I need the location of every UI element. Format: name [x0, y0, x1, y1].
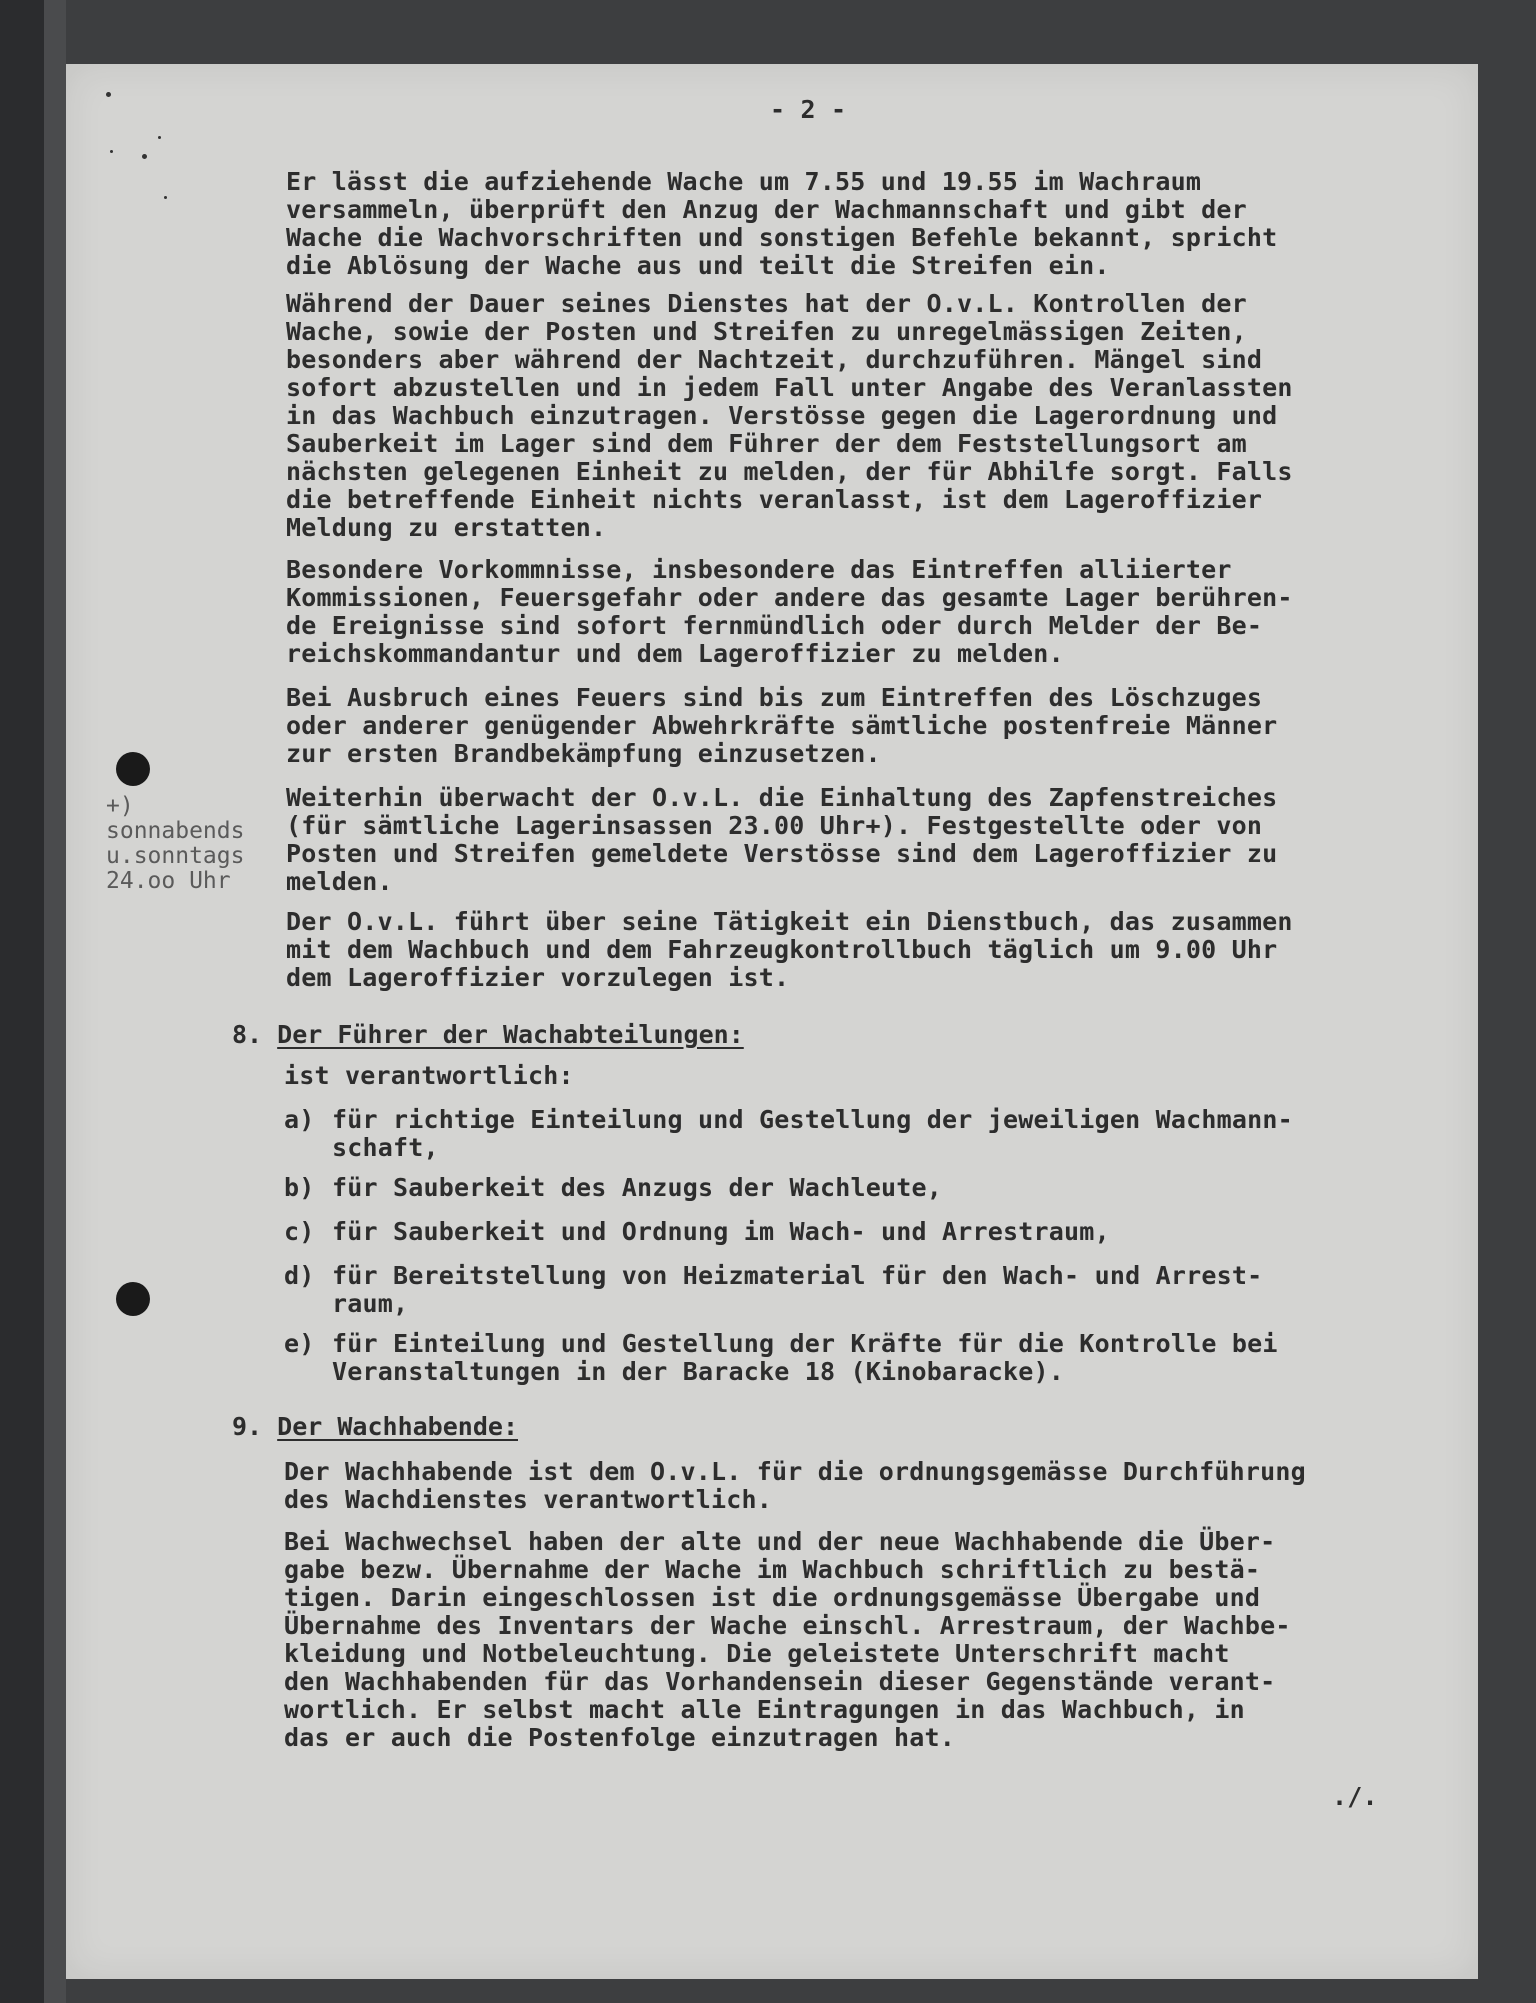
body-text-line: Kommissionen, Feuersgefahr oder andere das gesamte Lager berühren-	[286, 583, 1293, 612]
body-text-line: Während der Dauer seines Dienstes hat der O.v.L. Kontrollen der	[286, 289, 1247, 318]
list-item-text: für richtige Einteilung und Gestellung der jeweiligen Wachmann-	[332, 1105, 1293, 1134]
body-text-line: gabe bezw. Übernahme der Wache im Wachbuch schriftlich zu bestä-	[284, 1555, 1261, 1584]
margin-annotation	[106, 794, 244, 894]
body-text-line: Weiterhin überwacht der O.v.L. die Einhaltung des Zapfenstreiches	[286, 783, 1278, 812]
ink-speck	[164, 196, 167, 199]
body-text-line: tigen. Darin eingeschlossen ist die ordnungsgemässe Übergabe und	[284, 1583, 1261, 1612]
section-number: 8.	[232, 1020, 263, 1049]
ink-speck	[110, 150, 113, 153]
body-text-line: besonders aber während der Nachtzeit, durchzuführen. Mängel sind	[286, 345, 1263, 374]
list-item-text: für Bereitstellung von Heizmaterial für den Wach- und Arrest-	[332, 1261, 1263, 1290]
list-item-text: schaft,	[332, 1133, 439, 1162]
section-number: 9.	[232, 1412, 263, 1441]
list-item-label: c)	[284, 1217, 315, 1246]
body-text-line: Der Wachhabende ist dem O.v.L. für die ordnungsgemässe Durchführung	[284, 1457, 1306, 1486]
body-text-line: die Ablösung der Wache aus und teilt die Streifen ein.	[286, 251, 1110, 280]
punch-hole	[116, 1282, 150, 1316]
body-text-line: Wache, sowie der Posten und Streifen zu unregelmässigen Zeiten,	[286, 317, 1247, 346]
body-text-line: Bei Ausbruch eines Feuers sind bis zum Eintreffen des Löschzuges	[286, 683, 1263, 712]
body-text-line: zur ersten Brandbekämpfung einzusetzen.	[286, 739, 881, 768]
punch-hole	[116, 752, 150, 786]
section-8-heading	[232, 1021, 744, 1049]
body-text-line: Übernahme des Inventars der Wache einschl. Arrestraum, der Wachbe-	[284, 1611, 1291, 1640]
margin-note-line: 24.oo Uhr	[106, 868, 231, 894]
body-text-line: in das Wachbuch einzutragen. Verstösse gegen die Lagerordnung und	[286, 401, 1278, 430]
body-text-line: sofort abzustellen und in jedem Fall unter Angabe des Veranlassten	[286, 373, 1293, 402]
ink-speck	[158, 136, 161, 139]
body-text-line: Er lässt die aufziehende Wache um 7.55 und 19.55 im Wachraum	[286, 167, 1202, 196]
body-text-line: Posten und Streifen gemeldete Verstösse sind dem Lageroffizier zu	[286, 839, 1278, 868]
section-9-heading	[232, 1413, 518, 1441]
body-text-line: nächsten gelegenen Einheit zu melden, der für Abhilfe sorgt. Falls	[286, 457, 1293, 486]
list-item-text: für Sauberkeit und Ordnung im Wach- und Arrestraum,	[332, 1217, 1110, 1246]
margin-note-line: u.sonntags	[106, 843, 245, 869]
body-text-line: Besondere Vorkommnisse, insbesondere das Eintreffen alliierter	[286, 555, 1232, 584]
body-text-line: Wache die Wachvorschriften und sonstigen Befehle bekannt, spricht	[286, 223, 1278, 252]
body-text-line: Bei Wachwechsel haben der alte und der neue Wachhabende die Über-	[284, 1527, 1276, 1556]
body-text-line: (für sämtliche Lagerinsassen 23.00 Uhr+). Festgestellte oder von	[286, 811, 1263, 840]
body-text-line: den Wachhabenden für das Vorhandensein dieser Gegenstände verant-	[284, 1667, 1276, 1696]
list-item-text: für Sauberkeit des Anzugs der Wachleute,	[332, 1173, 943, 1202]
body-text-line: Der O.v.L. führt über seine Tätigkeit ein Dienstbuch, das zusammen	[286, 907, 1293, 936]
body-text-line: reichskommandantur und dem Lageroffizier zu melden.	[286, 639, 1064, 668]
body-text-line: melden.	[286, 867, 393, 896]
list-item-label: b)	[284, 1173, 315, 1202]
list-item-text: für Einteilung und Gestellung der Kräfte für die Kontrolle bei	[332, 1329, 1278, 1358]
continuation-mark: ./.	[1332, 1782, 1378, 1811]
list-item-label: a)	[284, 1105, 315, 1134]
body-text-line: dem Lageroffizier vorzulegen ist.	[286, 963, 790, 992]
margin-note-line: +)	[106, 793, 134, 819]
list-item-text: Veranstaltungen in der Baracke 18 (Kinobaracke).	[332, 1357, 1065, 1386]
body-text-line: kleidung und Notbeleuchtung. Die geleistete Unterschrift macht	[284, 1639, 1230, 1668]
body-text-line: Sauberkeit im Lager sind dem Führer der dem Feststellungsort am	[286, 429, 1247, 458]
backdrop-left-edge	[0, 0, 44, 2003]
body-text-line: de Ereignisse sind sofort fernmündlich oder durch Melder der Be-	[286, 611, 1263, 640]
list-item-label: e)	[284, 1329, 315, 1358]
body-text-line: das er auch die Postenfolge einzutragen hat.	[284, 1723, 956, 1752]
body-text-line: des Wachdienstes verantwortlich.	[284, 1485, 773, 1514]
body-text-line: oder anderer genügender Abwehrkräfte sämtliche postenfreie Männer	[286, 711, 1278, 740]
list-item-text: raum,	[332, 1289, 409, 1318]
section-title: Der Wachhabende:	[277, 1412, 518, 1441]
body-text-line: Meldung zu erstatten.	[286, 513, 607, 542]
backdrop-shadow	[44, 0, 66, 2003]
section-8-intro: ist verantwortlich:	[284, 1061, 574, 1090]
body-text-line: mit dem Wachbuch und dem Fahrzeugkontrollbuch täglich um 9.00 Uhr	[286, 935, 1278, 964]
list-item-label: d)	[284, 1261, 315, 1290]
page-number: - 2 -	[770, 95, 847, 124]
ink-speck	[106, 92, 111, 97]
section-title: Der Führer der Wachabteilungen:	[277, 1020, 744, 1049]
body-text-line: wortlich. Er selbst macht alle Eintragungen in das Wachbuch, in	[284, 1695, 1245, 1724]
margin-note-line: sonnabends	[106, 818, 245, 844]
ink-speck	[142, 154, 147, 159]
body-text-line: die betreffende Einheit nichts veranlasst, ist dem Lageroffizier	[286, 485, 1263, 514]
body-text-line: versammeln, überprüft den Anzug der Wachmannschaft und gibt der	[286, 195, 1247, 224]
